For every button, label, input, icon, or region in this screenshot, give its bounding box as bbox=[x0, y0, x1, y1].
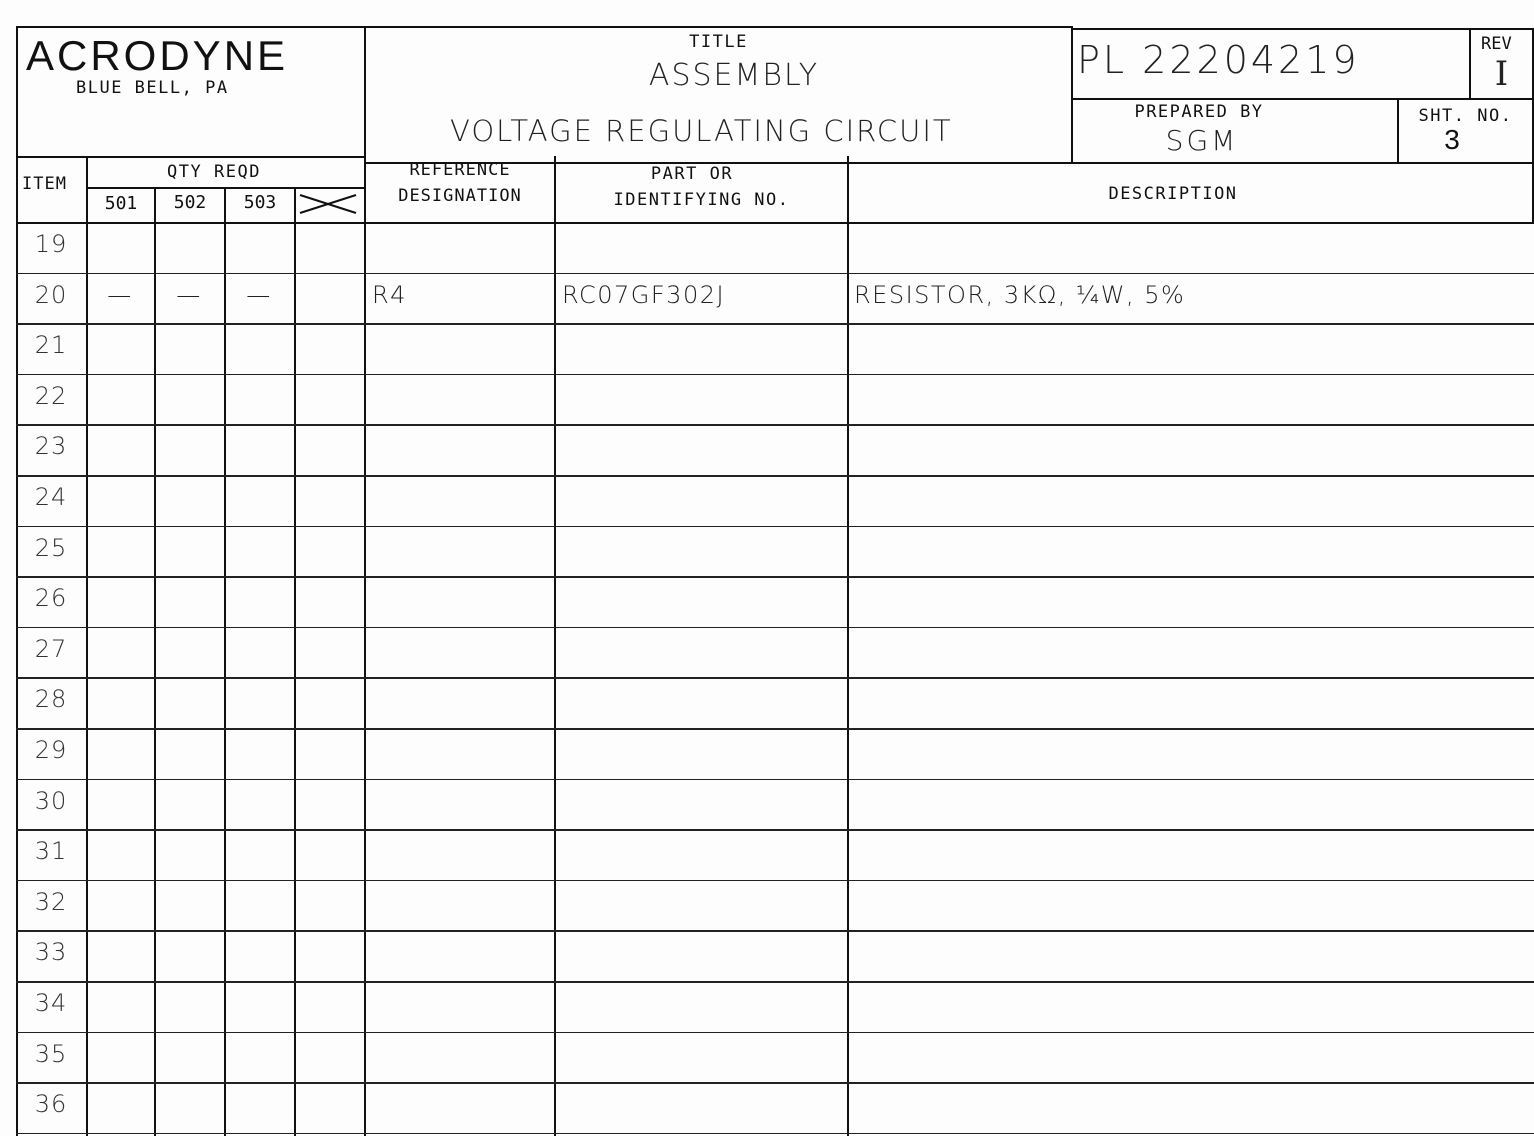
rev-label: REV bbox=[1481, 34, 1512, 54]
table-row bbox=[16, 1032, 1534, 1083]
table-row bbox=[16, 1082, 1534, 1133]
table-row bbox=[16, 475, 1534, 526]
sheet-label: SHT. NO. bbox=[1418, 106, 1513, 126]
item-number: 27 bbox=[34, 634, 68, 663]
title-line-1: ASSEMBLY bbox=[648, 58, 820, 93]
header-qty-501 bbox=[86, 187, 156, 224]
prepared-label: PREPARED BY bbox=[1134, 102, 1264, 122]
rev-block bbox=[1469, 28, 1534, 100]
title-label: TITLE bbox=[689, 32, 748, 52]
reference-designation: R4 bbox=[372, 280, 407, 309]
item-number: 34 bbox=[34, 989, 68, 1017]
header-part-line-1: PART OR bbox=[650, 164, 734, 184]
header-part-number bbox=[554, 156, 849, 224]
header-qty-crossed bbox=[294, 187, 366, 224]
header-description bbox=[847, 156, 1534, 224]
item-number: 35 bbox=[34, 1039, 68, 1068]
item-number: 20 bbox=[34, 280, 68, 309]
item-number: 29 bbox=[34, 736, 68, 764]
company-name: ACRODYNE bbox=[26, 32, 289, 79]
item-number: 31 bbox=[34, 837, 68, 866]
header-qty-503 bbox=[224, 187, 296, 224]
table-row bbox=[16, 880, 1534, 931]
qty-503: — bbox=[246, 280, 272, 309]
part-number: RC07GF302J bbox=[562, 280, 726, 309]
table-row bbox=[16, 981, 1534, 1032]
item-number: 21 bbox=[34, 331, 68, 360]
item-number: 24 bbox=[34, 483, 68, 511]
rev-value: I bbox=[1494, 54, 1509, 94]
item-number: 32 bbox=[34, 887, 68, 916]
header-qty-501-label: 501 bbox=[104, 193, 138, 214]
item-number: 22 bbox=[34, 381, 68, 410]
table-row bbox=[16, 273, 1534, 324]
prepared-value: SGM bbox=[1165, 124, 1239, 157]
qty-501: — bbox=[107, 280, 133, 309]
table-row bbox=[16, 323, 1534, 374]
sheet-block bbox=[1397, 98, 1534, 164]
title-line-2: VOLTAGE REGULATING CIRCUIT bbox=[450, 114, 953, 148]
table-row bbox=[16, 627, 1534, 678]
header-ref-line-1: REFERENCE bbox=[409, 160, 511, 180]
header-description-label: DESCRIPTION bbox=[1108, 184, 1238, 204]
sheet-value: 3 bbox=[1444, 124, 1460, 155]
table-row bbox=[16, 728, 1534, 779]
header-qty-reqd bbox=[86, 156, 366, 189]
table-row bbox=[16, 424, 1534, 475]
table-row bbox=[16, 829, 1534, 880]
table-row bbox=[16, 526, 1534, 577]
company-location: BLUE BELL, PA bbox=[76, 78, 229, 98]
qty-502: — bbox=[176, 280, 202, 309]
row-divider bbox=[16, 1133, 1534, 1135]
item-number: 33 bbox=[34, 938, 68, 967]
header-qty-502-label: 502 bbox=[173, 192, 207, 213]
item-number: 30 bbox=[34, 786, 68, 815]
header-qty-502 bbox=[154, 187, 226, 224]
item-number: 23 bbox=[34, 432, 68, 461]
header-item bbox=[16, 156, 88, 224]
table-row bbox=[16, 374, 1534, 425]
table-row bbox=[16, 779, 1534, 830]
item-number: 36 bbox=[34, 1090, 68, 1119]
header-qty-label: QTY REQD bbox=[167, 162, 261, 182]
item-number: 25 bbox=[34, 533, 68, 562]
title-block bbox=[364, 26, 1073, 164]
doc-number-block bbox=[1071, 28, 1471, 100]
header-part-line-2: IDENTIFYING NO. bbox=[613, 190, 790, 210]
crossed-out-icon bbox=[294, 187, 362, 220]
description: RESISTOR, 3KΩ, ¼W, 5% bbox=[854, 280, 1186, 309]
table-row bbox=[16, 222, 1534, 273]
item-number: 19 bbox=[34, 230, 68, 258]
company-block bbox=[16, 26, 366, 158]
header-qty-503-label: 503 bbox=[243, 192, 277, 213]
header-ref-line-2: DESIGNATION bbox=[398, 186, 522, 206]
item-number: 28 bbox=[34, 685, 68, 714]
item-number: 26 bbox=[34, 584, 68, 613]
header-item-label: ITEM bbox=[22, 174, 67, 194]
table-row bbox=[16, 930, 1534, 981]
parts-table-body bbox=[16, 222, 1534, 1136]
header-reference-designation bbox=[364, 156, 556, 224]
table-row bbox=[16, 576, 1534, 627]
prepared-by-block bbox=[1071, 98, 1399, 164]
doc-number: PL 22204219 bbox=[1077, 38, 1360, 82]
table-row bbox=[16, 677, 1534, 728]
